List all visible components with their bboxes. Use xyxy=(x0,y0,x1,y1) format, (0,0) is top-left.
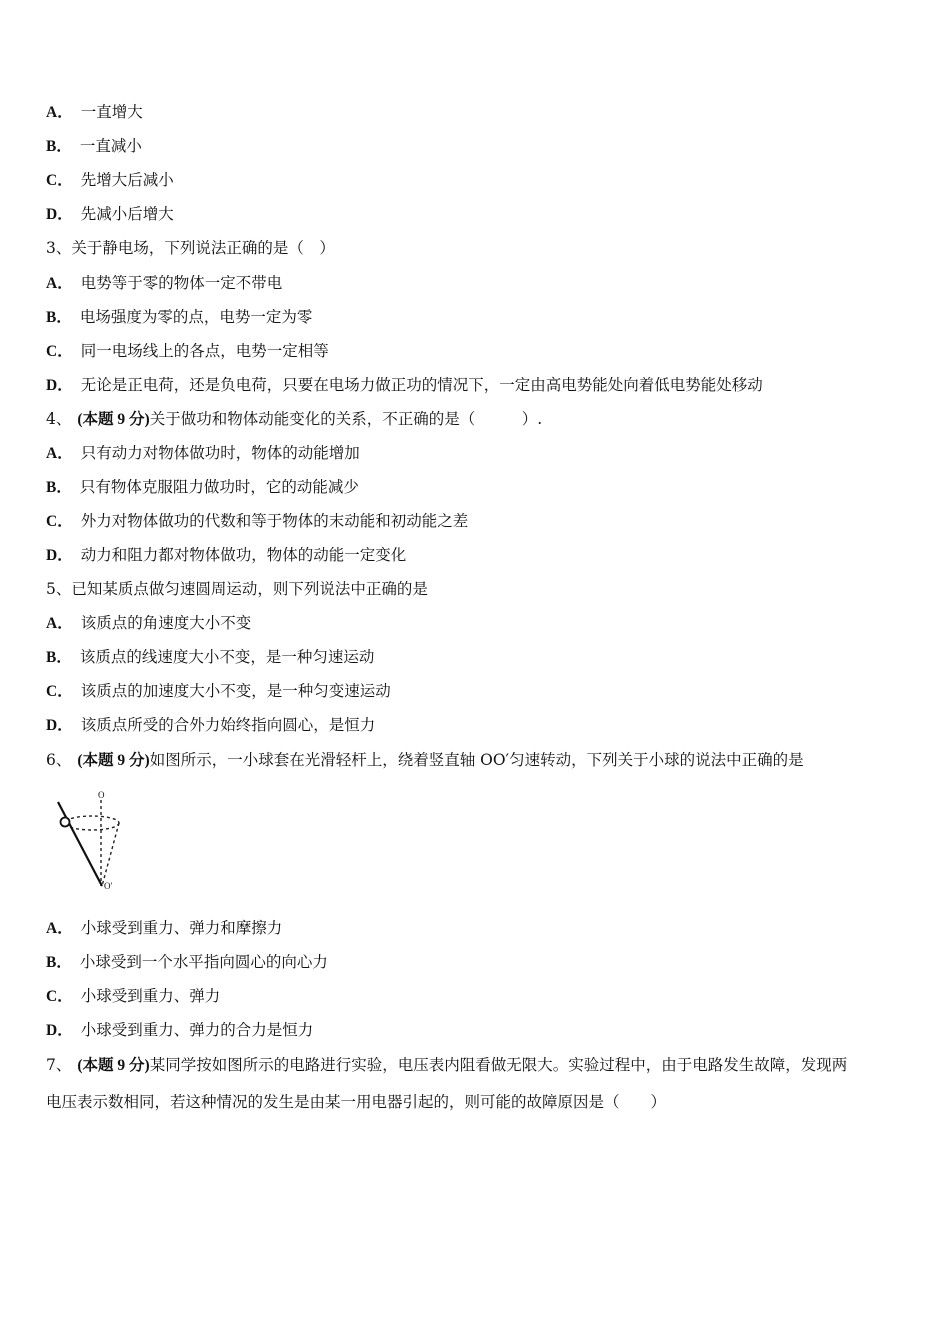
option-label: B． xyxy=(46,138,72,155)
option-text: 小球受到重力、弹力 xyxy=(80,987,221,1005)
option-label: D． xyxy=(46,377,73,394)
option-text: 一直增大 xyxy=(80,103,143,121)
q2-option-a xyxy=(46,102,143,123)
label-o-bottom: O′ xyxy=(104,881,113,891)
question-score: (本题 9 分) xyxy=(77,752,150,769)
ball xyxy=(61,818,70,827)
question-number: 3、 xyxy=(46,239,72,257)
label-o-top: O xyxy=(98,790,105,800)
q2-option-b xyxy=(46,136,142,157)
option-label: A． xyxy=(46,275,73,292)
option-label: D． xyxy=(46,206,73,223)
option-text: 先增大后减小 xyxy=(80,171,174,189)
q5-option-a xyxy=(46,613,251,634)
question-text: 已知某质点做匀速圆周运动，则下列说法中正确的是 xyxy=(71,580,428,598)
smooth-rod xyxy=(58,802,102,886)
option-label: B． xyxy=(46,649,72,666)
question-score: (本题 9 分) xyxy=(77,1057,150,1074)
q4-option-a xyxy=(46,443,360,464)
question-text: 关于静电场，下列说法正确的是（ ） xyxy=(71,239,335,257)
q3-option-a xyxy=(46,273,282,294)
option-label: B． xyxy=(46,954,72,971)
option-label: C． xyxy=(46,988,73,1005)
option-label: B． xyxy=(46,479,72,496)
q6-stem xyxy=(46,750,804,771)
q4-option-d xyxy=(46,545,406,566)
q6-option-a xyxy=(46,918,282,939)
q3-option-b xyxy=(46,307,312,328)
q7-stem-line2 xyxy=(46,1092,666,1112)
question-text: 关于做功和物体动能变化的关系，不正确的是（ ）. xyxy=(149,410,543,428)
option-label: C． xyxy=(46,172,73,189)
option-label: A． xyxy=(46,920,73,937)
option-label: C． xyxy=(46,343,73,360)
option-text: 小球受到重力、弹力的合力是恒力 xyxy=(80,1021,314,1039)
cone-edge xyxy=(102,823,119,886)
option-text: 无论是正电荷，还是负电荷，只要在电场力做正功的情况下，一定由高电势能处向着低电势能处移动 xyxy=(80,376,763,394)
q4-option-c xyxy=(46,511,468,532)
q5-option-d xyxy=(46,715,375,736)
q2-option-c xyxy=(46,170,174,191)
option-text: 该质点的加速度大小不变，是一种匀变速运动 xyxy=(80,682,391,700)
question-number: 5、 xyxy=(46,580,72,598)
cone-rod-figure xyxy=(52,788,122,892)
option-label: B． xyxy=(46,309,72,326)
question-score: (本题 9 分) xyxy=(77,411,150,428)
option-text: 先减小后增大 xyxy=(80,205,174,223)
option-text: 该质点所受的合外力始终指向圆心，是恒力 xyxy=(80,716,376,734)
option-label: C． xyxy=(46,513,73,530)
q5-option-b xyxy=(46,647,374,668)
q3-stem xyxy=(46,238,335,258)
option-label: D． xyxy=(46,1022,73,1039)
option-text: 电势等于零的物体一定不带电 xyxy=(80,274,283,292)
option-text: 一直减小 xyxy=(79,137,142,155)
q4-option-b xyxy=(46,477,359,498)
q6-option-d xyxy=(46,1020,313,1041)
option-text: 动力和阻力都对物体做功，物体的动能一定变化 xyxy=(80,546,407,564)
option-label: A． xyxy=(46,445,73,462)
option-text: 只有物体克服阻力做功时，它的动能减少 xyxy=(79,478,359,496)
option-label: A． xyxy=(46,615,73,632)
q3-option-d xyxy=(46,375,763,396)
option-label: D． xyxy=(46,547,73,564)
question-text: 电压表示数相同，若这种情况的发生是由某一用电器引起的，则可能的故障原因是（ ） xyxy=(46,1093,667,1111)
q5-option-c xyxy=(46,681,391,702)
question-text: 某同学按如图所示的电路进行实验，电压表内阻看做无限大。实验过程中，由于电路发生故障，发现两 xyxy=(149,1056,848,1074)
q7-stem-line1 xyxy=(46,1055,847,1076)
option-text: 小球受到重力、弹力和摩擦力 xyxy=(80,919,283,937)
q6-option-b xyxy=(46,952,328,973)
option-text: 只有动力对物体做功时，物体的动能增加 xyxy=(80,444,360,462)
option-text: 同一电场线上的各点，电势一定相等 xyxy=(80,342,329,360)
rotation-circle xyxy=(65,816,119,830)
option-text: 小球受到一个水平指向圆心的向心力 xyxy=(79,953,328,971)
question-number: 6、 xyxy=(46,751,72,769)
option-label: D． xyxy=(46,717,73,734)
option-label: A． xyxy=(46,104,73,121)
option-text: 外力对物体做功的代数和等于物体的末动能和初动能之差 xyxy=(80,512,469,530)
question-number: 7、 xyxy=(46,1056,72,1074)
q4-stem xyxy=(46,409,542,430)
q6-option-c xyxy=(46,986,220,1007)
question-number: 4、 xyxy=(46,410,72,428)
q2-option-d xyxy=(46,204,174,225)
question-text: 如图所示，一小球套在光滑轻杆上，绕着竖直轴 OO′匀速转动，下列关于小球的说法中正确的是 xyxy=(149,751,804,769)
option-text: 该质点的线速度大小不变，是一种匀速运动 xyxy=(79,648,375,666)
q3-option-c xyxy=(46,341,329,362)
option-text: 该质点的角速度大小不变 xyxy=(80,614,252,632)
option-text: 电场强度为零的点，电势一定为零 xyxy=(79,308,313,326)
q5-stem xyxy=(46,579,428,599)
option-label: C． xyxy=(46,683,73,700)
